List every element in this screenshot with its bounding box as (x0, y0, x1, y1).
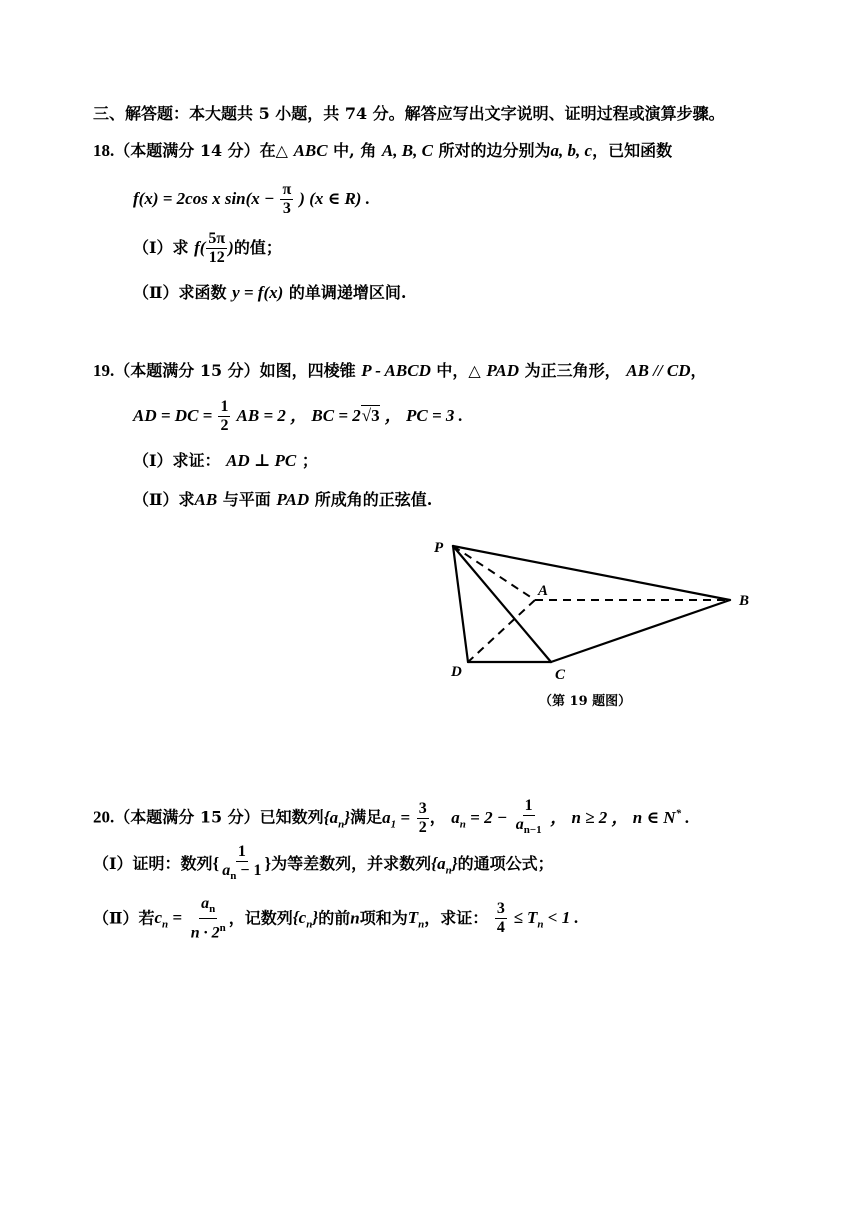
section-header: 三、解答题：本大题共 5 小题，共 74 分。解答应写出文字说明、证明过程或演算步骤。 (93, 104, 725, 123)
q20-stem-text: 已知数列 (259, 807, 324, 827)
q20-part1-end: 的通项公式； (457, 854, 554, 873)
q18-func-fraction: $\frac{\pi}{3}$ (282, 181, 292, 217)
q20-part1-brace: { (212, 854, 220, 873)
q19-stem: 19.（本题满分 15 分）如图，四棱锥 P - ABCD 中，△ PAD 为正三角形， AB // CD， (93, 361, 707, 380)
q20-cond: ， n ≥ 2 ， n ∈ N* . (550, 807, 690, 827)
q20-part2-mid: ，求证： (424, 908, 489, 928)
q18-triangle: ABC (293, 141, 328, 160)
q18-part1-label: （Ⅰ）求 (133, 238, 189, 257)
q19-part2 (133, 490, 432, 510)
q20-part2-mid: 的前 (318, 908, 351, 928)
q18-stem-text: ，已知函数 (592, 141, 673, 160)
q19-part1-expr: AD ⊥ PC (226, 451, 297, 470)
q18-part1 (133, 228, 282, 268)
edge-cb (551, 600, 730, 662)
vertex-label-c: C (555, 667, 566, 683)
q20-part2-label: （Ⅱ）若 (93, 908, 155, 928)
vertex-label-b: B (739, 593, 750, 609)
q19-pyramid: P - ABCD (361, 361, 431, 380)
q19-stem-text: 为正三角形， (524, 361, 621, 380)
q18-part2-end: 的单调递增区间. (288, 283, 407, 302)
q18-meta: （本题满分 14 分） (114, 141, 260, 160)
q18-sides: a, b, c (550, 141, 593, 160)
q18-number: 18 (93, 141, 110, 160)
q19-part2-mid: 与平面 (222, 490, 271, 509)
q18-part2-label: （Ⅱ）求函数 (133, 283, 227, 302)
q18-func-rhs: ) (x ∈ R) . (299, 189, 370, 208)
q19-part1-label: （Ⅰ）求证： (133, 451, 221, 470)
vertex-label-d: D (451, 664, 462, 680)
q20-an-fraction: $\frac{1}{a_{n-1}}$ (515, 797, 542, 837)
edge-pa (453, 546, 535, 600)
q20-part2-mid: ，记数列 (228, 908, 293, 928)
q20-part2-fraction: $\frac{a_n}{n \cdot 2^n}$ (190, 895, 226, 942)
q19-eq-post: ， PC = 3 . (384, 406, 463, 425)
edge-ad (468, 600, 535, 662)
q19-part2-end: 所成角的正弦值. (314, 490, 433, 509)
q20-number: 20 (93, 807, 110, 827)
q20-part1-brace: } (264, 854, 272, 873)
q20-part2-t: $T_n$ (407, 908, 425, 931)
q18-angles: A, B, C (381, 141, 433, 160)
q20-sep: ， (429, 807, 446, 827)
q20-seq: $\{a_n\}$ (323, 807, 351, 831)
q19-eq-mid: AB = 2 ， BC = 2 (236, 406, 361, 425)
q18-stem-text: 中, 角 (333, 141, 377, 160)
q20-meta: （本题满分 15 分） (114, 807, 260, 827)
q20-part2-n: n (350, 908, 360, 928)
q20-part1-seq: $\{a_n\}$ (431, 854, 458, 877)
q20-part2-ineq: ≤ $T_n < 1$ . (513, 908, 579, 931)
q18-part1-fraction: $\frac{5\pi}{12}$ (208, 230, 226, 266)
q19-equation (133, 396, 463, 436)
q19-part2-label: （Ⅱ）求 (133, 490, 195, 509)
vertex-label-p: P (434, 540, 444, 556)
q20-stem: 20.（本题满分 15 分）已知数列$\{a_n\}$满足$a_1$ = $\frac{3}{2}$ ， $a_n = 2$ − $\frac{1}{a_{n-1}}$ ， n ≥ 2 ， n ∈ N* . (93, 793, 690, 844)
figure-caption: （第 19 题图） (539, 694, 632, 709)
q19-part1 (133, 451, 318, 471)
q18-function (133, 181, 370, 218)
q20-a1: $a_1$ = (382, 807, 411, 831)
q18-part1-expr: ) (228, 238, 234, 257)
q20-part2-mid: 项和为 (359, 908, 408, 928)
edge-pd (453, 546, 468, 662)
q20-part1-fraction: $\frac{1}{a_n - 1}$ (222, 843, 262, 883)
q18-part2 (133, 283, 406, 303)
q20-part2-seq: $\{c_n\}$ (292, 908, 319, 931)
q20-part2-c: $c_n$ = (154, 908, 183, 931)
q18-part1-end: 的值； (233, 238, 282, 257)
q20-part1-label: （Ⅰ）证明：数列 (93, 854, 213, 873)
q19-pad: PAD (486, 361, 520, 380)
q18-stem: 18.（本题满分 14 分）在△ ABC 中, 角 A, B, C 所对的边分别为a, b, c，已知函数 (93, 141, 673, 160)
q19-eq-fraction: $\frac{1}{2}$ (220, 398, 229, 434)
q19-eq-pre: AD = DC = (133, 406, 213, 425)
q19-part2-pad: PAD (276, 490, 310, 509)
q19-parallel: AB // CD (626, 361, 691, 380)
q19-stem-text: 中，△ (436, 361, 481, 380)
q19-number: 19 (93, 361, 110, 380)
q18-part2-expr: y = f(x) (232, 283, 284, 302)
q20-part2-ineq-fraction: $\frac{3}{4}$ (496, 900, 505, 937)
q20-part1 (93, 843, 554, 891)
edge-pb (453, 546, 730, 600)
q20-part1-mid: 为等差数列，并求数列 (271, 854, 432, 873)
q18-stem-text: 所对的边分别为 (438, 141, 551, 160)
q19-meta: （本题满分 15 分） (114, 361, 260, 380)
q19-stem-text: ， (690, 361, 707, 380)
q18-part1-expr: f( (194, 238, 206, 257)
q20-stem-text: 满足 (350, 807, 383, 827)
q19-eq-sqrt: √3 (361, 406, 380, 425)
q20-part2 (93, 895, 579, 946)
vertex-label-a: A (538, 583, 549, 599)
q20-an: $a_n = 2$ − (451, 807, 508, 831)
q20-a1-fraction: $\frac{3}{2}$ (418, 799, 427, 836)
q18-stem-text: 在△ (259, 141, 288, 160)
edge-pc (453, 546, 551, 662)
q19-part2-ab: AB (194, 490, 218, 509)
q19-stem-text: 如图，四棱锥 (259, 361, 356, 380)
q18-func-lhs: f(x) = 2cos x sin(x − (133, 189, 275, 208)
q19-part1-end: ； (301, 451, 318, 470)
